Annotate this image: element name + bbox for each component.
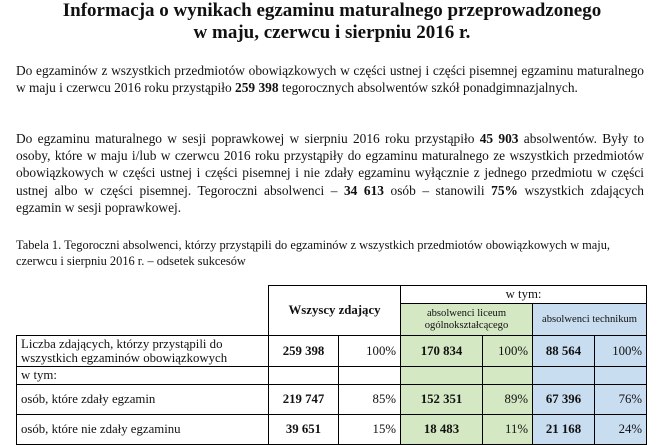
empty-cell [483, 367, 533, 385]
empty-cell [339, 367, 401, 385]
table-row [17, 415, 647, 445]
paragraph-2-text-a: Do egzaminu maturalnego w sesji poprawkowej w sierpniu 2016 roku przystąpiło [16, 131, 480, 146]
cell-lo-count: 18 483 [401, 415, 483, 445]
paragraph-2 [16, 130, 644, 216]
cell-tech-count: 21 168 [533, 415, 595, 445]
table-corner-blank [17, 286, 269, 336]
cell-lo-count: 170 834 [401, 336, 483, 367]
document-title [0, 0, 664, 44]
header-tech-graduates: absolwenci technikum [533, 304, 647, 336]
cell-all-percent: 15% [339, 415, 401, 445]
cell-tech-percent: 24% [595, 415, 647, 445]
table-row [17, 385, 647, 415]
paragraph-2-number-1: 45 903 [479, 131, 519, 146]
row-label: osób, które nie zdały egzaminu [17, 415, 269, 445]
paragraph-2-text-b: absolwentów. Były to osoby, które w maju i/lub w czerwcu 2016 roku przystąpiły do egzaminu maturalnego ze wszystkich przedmiotów obowiązkowych w części ustnej i części pisemnej i nie zdały egzaminu wyłącznie z jednego przedmiotu w części ustnej albo w części pisemnej. Tegoroczni absolwenci – [16, 131, 645, 198]
cell-tech-count: 67 396 [533, 385, 595, 415]
table-row [17, 336, 647, 367]
cell-all-count: 219 747 [269, 385, 339, 415]
header-all-candidates: Wszyscy zdający [269, 286, 401, 336]
paragraph-1-number: 259 398 [235, 80, 279, 96]
row-label: Liczba zdających, którzy przystąpili do wszystkich egzaminów obowiązkowych [17, 336, 269, 367]
empty-cell [401, 367, 483, 385]
cell-all-percent: 100% [339, 336, 401, 367]
paragraph-2-text-c: osób – stanowili [383, 182, 492, 198]
in-which-row-label: w tym: [17, 367, 269, 385]
cell-lo-percent: 89% [483, 385, 533, 415]
cell-all-count: 259 398 [269, 336, 339, 367]
cell-all-percent: 85% [339, 385, 401, 415]
header-lo-graduates: absolwenci liceum ogólnokształcącego [401, 304, 533, 336]
cell-all-count: 39 651 [269, 415, 339, 445]
table-caption: Tabela 1. Tegoroczni absolwenci, którzy przystąpili do egzaminów z wszystkich przedmiotów obowiązkowych w maju, czerwcu i sierpniu 2016 r. – odsetek sukcesów [16, 238, 610, 268]
empty-cell [533, 367, 595, 385]
paragraph-2-percent: 75% [491, 182, 518, 198]
cell-tech-count: 88 564 [533, 336, 595, 367]
cell-tech-percent: 76% [595, 385, 647, 415]
empty-cell [595, 367, 647, 385]
cell-tech-percent: 100% [595, 336, 647, 367]
paragraph-2-number-2: 34 613 [343, 182, 384, 198]
paragraph-1 [16, 62, 644, 96]
results-table [16, 285, 647, 445]
cell-lo-percent: 100% [483, 336, 533, 367]
row-label: osób, które zdały egzamin [17, 385, 269, 415]
paragraph-1-text-a: Do egzaminów z wszystkich przedmiotów obowiązkowych w części ustnej i części pisemnej egzaminu maturalnego w maju i czerwcu 2016 roku przystąpiło [16, 63, 644, 96]
cell-lo-count: 152 351 [401, 385, 483, 415]
empty-cell [269, 367, 339, 385]
paragraph-2-text-d: wszystkich zdających egzamin w sesji poprawkowej. [16, 182, 645, 215]
cell-lo-percent: 11% [483, 415, 533, 445]
paragraph-1-text-b: tegorocznych absolwentów szkół ponadgimnazjalnych. [278, 80, 578, 96]
header-in-which: w tym: [401, 286, 647, 304]
title-line-1: Informacja o wynikach egzaminu maturalnego przeprowadzonego [62, 0, 602, 21]
title-line-2: w maju, czerwcu i sierpniu 2016 r. [193, 22, 471, 43]
